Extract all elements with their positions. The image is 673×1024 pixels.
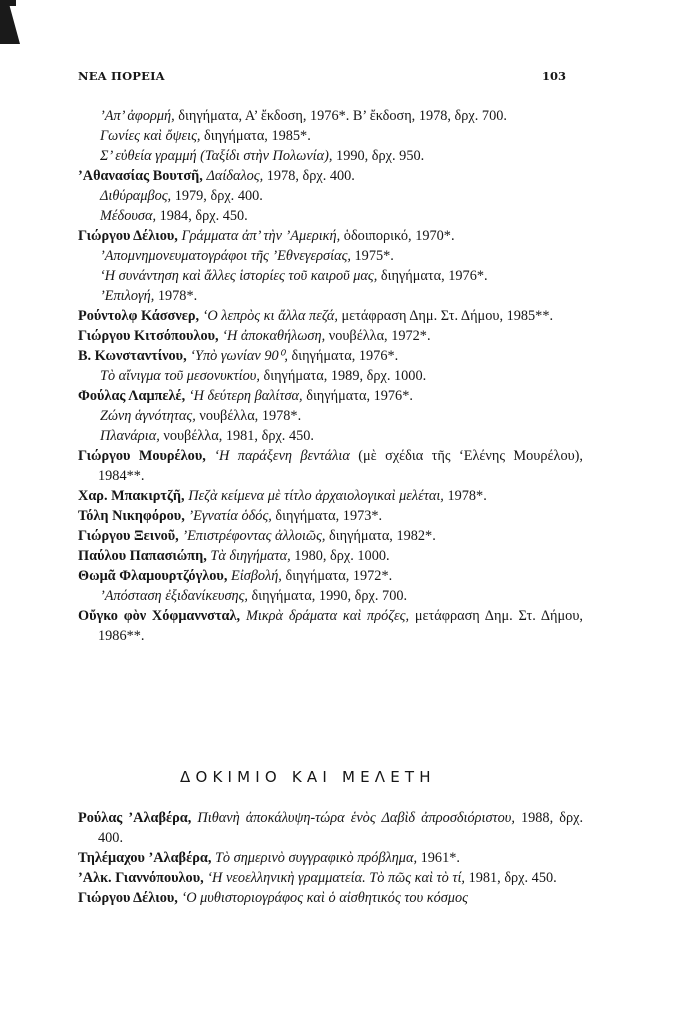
entry-title: ’Απ’ ἀφορμή, (100, 108, 175, 124)
bibliography-entry (78, 126, 583, 146)
entry-details: διηγήματα, 1973*. (271, 508, 383, 524)
bibliography-entry (78, 888, 583, 908)
entry-details: διηγήματα, 1976*. (287, 348, 399, 364)
entry-author: Ρούλας ’Αλαβέρα, (78, 810, 192, 826)
entry-title: ’Απομνημονευματογράφοι τῆς ’Εθνεγερσίας, (100, 248, 351, 264)
bibliography-entry (78, 586, 583, 606)
entry-title: Τὸ σημερινὸ συγγραφικὸ πρόβλημα, (214, 850, 418, 866)
entry-author: Τηλέμαχου ’Αλαβέρα, (78, 850, 212, 866)
entry-author: Γιώργου Ξεινοῦ, (78, 528, 179, 544)
entry-title: ‘Η παράξενη βεντάλια (214, 448, 350, 464)
bibliography-entry (78, 146, 583, 166)
entry-details: διηγήματα, 1989, δρχ. 1000. (259, 368, 427, 384)
bibliography-entry (78, 446, 583, 486)
entry-author: ’Αθανασίας Βουτσῆ, (78, 168, 203, 184)
entry-details: 1975*. (350, 248, 394, 264)
entry-author: Β. Κωνσταντίνου, (78, 348, 187, 364)
entry-details: νουβέλλα, 1972*. (325, 328, 431, 344)
entry-author: Παύλου Παπασιώπη, (78, 548, 207, 564)
entry-details: 1990, δρχ. 950. (332, 148, 425, 164)
entry-author: Θωμᾶ Φλαμουρτζόγλου, (78, 568, 228, 584)
bibliography-entry (78, 486, 583, 506)
bibliography-entry (78, 426, 583, 446)
entry-details: 1978*. (443, 488, 487, 504)
entry-details: 1980, δρχ. 1000. (290, 548, 390, 564)
entry-details: διηγήματα, 1972*. (281, 568, 393, 584)
entry-author: Γιώργου Δέλιου, (78, 228, 178, 244)
entry-details: (μὲ σχέδια τῆς ‘Ελένης Μουρέλου), 1984**. (98, 448, 584, 484)
entry-title: ‘Ο λεπρὸς κι ἄλλα πεζά, (202, 308, 338, 324)
entry-title: Ζώνη ἁγνότητας, (100, 408, 196, 424)
entry-details: 1981, δρχ. 450. (465, 870, 557, 886)
entry-title: Γράμματα ἀπ’ τὴν ’Αμερική, (181, 228, 341, 244)
running-title: ΝΕΑ ΠΟΡΕΙΑ (78, 69, 165, 83)
entry-details: διηγήματα, 1982*. (325, 528, 436, 544)
entry-title: Τὸ αἴνιγμα τοῦ μεσονυκτίου, (100, 368, 260, 384)
entry-title: Δαίδαλος, (206, 168, 264, 184)
entry-title: ‘Η νεοελληνικὴ γραμματεία. Τὸ πῶς καὶ τὸ τί, (207, 870, 465, 886)
entry-title: ‘Η ἀποκαθήλωση, (222, 328, 326, 344)
bibliography-entry (78, 566, 583, 586)
entry-details: διηγήματα, 1976*. (377, 268, 488, 284)
entry-author: Τόλη Νικηφόρου, (78, 508, 185, 524)
entry-details: νουβέλλα, 1978*. (195, 408, 302, 424)
bibliography-entry (78, 808, 583, 848)
bibliography-entry (78, 848, 583, 868)
entry-title: Γωνίες καὶ ὄψεις, (100, 128, 201, 144)
entry-title: Πεζὰ κείμενα μὲ τίτλο ἀρχαιολογικαὶ μελέται, (188, 488, 444, 504)
bibliography-entry (78, 526, 583, 546)
entry-title: ’Εγνατία ὁδός, (188, 508, 272, 524)
entry-author: Χαρ. Μπακιρτζῆ, (78, 488, 185, 504)
bibliography-entry (78, 366, 583, 386)
entry-title: Πιθανὴ ἀποκάλυψη-τώρα ἑνὸς Δαβὶδ ἀπροσδιόριστου, (197, 810, 515, 826)
entry-details: μετάφραση Δημ. Στ. Δήμου, 1985**. (337, 308, 554, 324)
entry-title: Τὰ διηγήματα, (210, 548, 291, 564)
bibliography-entry (78, 286, 583, 306)
entry-author: Οὔγκο φὸν Χόφμαννσταλ, (78, 608, 241, 624)
bibliography-entry (78, 506, 583, 526)
bibliography-entry (78, 406, 583, 426)
entry-title: Εἰσβολή, (231, 568, 282, 584)
entry-title: Μέδουσα, (100, 208, 157, 224)
entry-details: 1979, δρχ. 400. (171, 188, 263, 204)
bibliography-entry (78, 868, 583, 888)
bibliography-entry (78, 306, 583, 326)
entry-title: Σ’ εὐθεία γραμμή (Ταξίδι στὴν Πολωνία), (100, 148, 333, 164)
bibliography-entry (78, 606, 583, 646)
bibliography-entry (78, 166, 583, 186)
essay-entries-list (78, 808, 583, 908)
bibliography-entry (78, 186, 583, 206)
entry-title: ‘Υπὸ γωνίαν 90⁰, (190, 348, 288, 364)
entry-title: ‘Η δεύτερη βαλίτσα, (188, 388, 303, 404)
scan-corner-mark (0, 0, 20, 44)
entry-title: Πλανάρια, (100, 428, 160, 444)
entry-title: ‘Η συνάντηση καὶ ἄλλες ἱστορίες τοῦ καιροῦ μας, (100, 268, 378, 284)
entry-details: 1984, δρχ. 450. (156, 208, 248, 224)
prose-entries-list (78, 106, 583, 646)
bibliography-entry (78, 326, 583, 346)
entry-author: ’Αλκ. Γιαννόπουλου, (78, 870, 204, 886)
entry-title: Μικρὰ δράματα καὶ πρόζες, (245, 608, 410, 624)
bibliography-entry (78, 106, 583, 126)
bibliography-entry (78, 346, 583, 366)
entry-title: Διθύραμβος, (100, 188, 172, 204)
entry-details: διηγήματα, 1985*. (200, 128, 311, 144)
entry-author: Φούλας Λαμπελέ, (78, 388, 186, 404)
entry-details: 1978*. (154, 288, 198, 304)
entry-title: ’Επιλογή, (100, 288, 155, 304)
entry-author: Γιώργου Δέλιου, (78, 890, 178, 906)
bibliography-entry (78, 546, 583, 566)
section-heading: ΔΟΚΙΜΙΟ ΚΑΙ ΜΕΛΕΤΗ (180, 768, 436, 786)
entry-details: διηγήματα, 1990, δρχ. 700. (247, 588, 408, 604)
entry-title: ’Επιστρέφοντας ἀλλοιῶς, (182, 528, 326, 544)
entry-details: διηγήματα, 1976*. (302, 388, 413, 404)
entry-author: Γιώργου Μουρέλου, (78, 448, 206, 464)
bibliography-entry (78, 206, 583, 226)
entry-details: ὁδοιπορικό, 1970*. (340, 228, 455, 244)
entry-details: 1988, δρχ. 400. (98, 810, 584, 846)
entry-author: Γιώργου Κιτσόπουλου, (78, 328, 219, 344)
entry-title: ‘Ο μυθιστοριογράφος καὶ ὁ αἰσθητικός του κόσμος (181, 890, 468, 906)
entry-author: Ρούντολφ Κάσσνερ, (78, 308, 200, 324)
bibliography-entry (78, 246, 583, 266)
entry-details: 1961*. (417, 850, 460, 866)
page-number: 103 (542, 69, 567, 83)
entry-details: 1978, δρχ. 400. (263, 168, 355, 184)
bibliography-entry (78, 386, 583, 406)
bibliography-entry (78, 226, 583, 246)
entry-details: διηγήματα, Α’ ἔκδοση, 1976*. Β’ ἔκδοση, 1978, δρχ. 700. (174, 108, 507, 124)
entry-details: μετάφραση Δημ. Στ. Δήμου, 1986**. (98, 608, 583, 644)
bibliography-entry (78, 266, 583, 286)
entry-details: νουβέλλα, 1981, δρχ. 450. (159, 428, 314, 444)
entry-title: ’Απόσταση ἐξιδανίκευσης, (100, 588, 248, 604)
